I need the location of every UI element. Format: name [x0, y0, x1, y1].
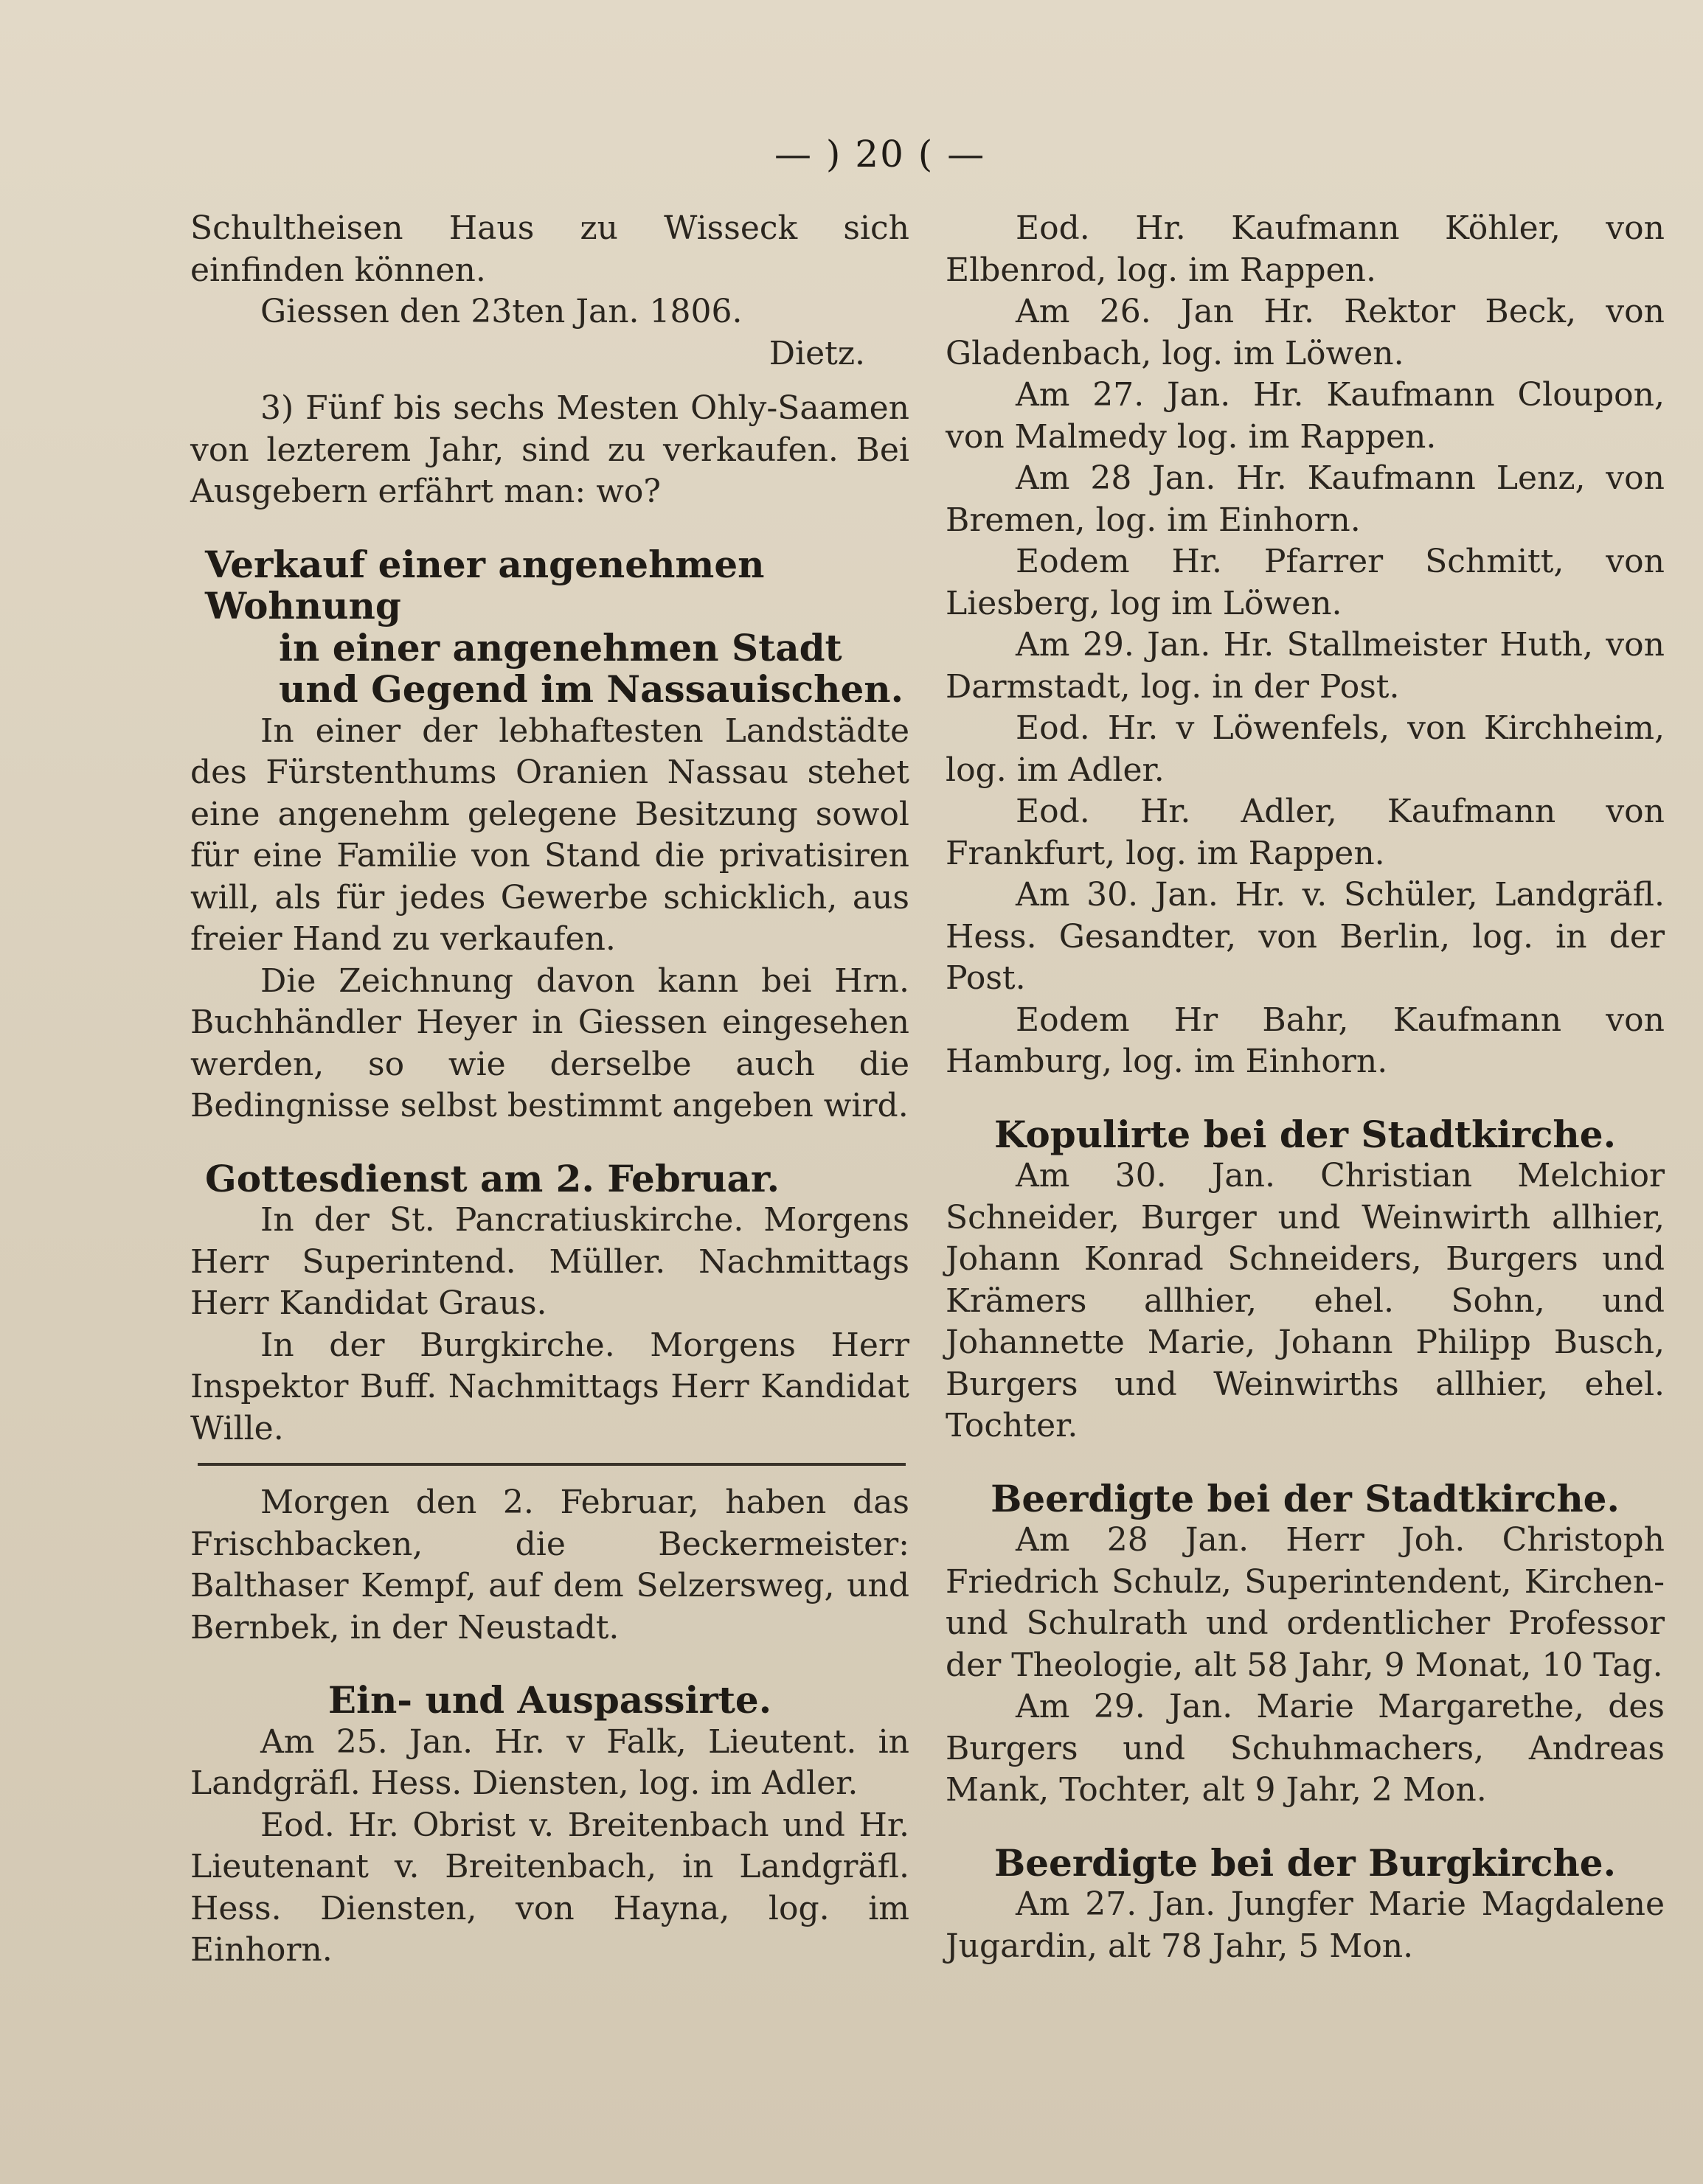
travel-entry: Eodem Hr Bahr, Kaufmann von Hamburg, log. im Einhorn.: [946, 1001, 1665, 1080]
travel-entry: Am 29. Jan. Hr. Stallmeister Huth, von Darmstadt, log. in der Post.: [946, 626, 1665, 706]
travel-entry: Am 28 Jan. Hr. Kaufmann Lenz, von Bremen, log. im Einhorn.: [946, 459, 1665, 539]
service-paragraph-2: In der Burgkirche. Morgens Herr Inspektor Buff. Nachmittags Herr Kandidat Wille.: [190, 1326, 909, 1447]
service-paragraph-1: In der St. Pancratiuskirche. Morgens Herr Superintend. Müller. Nachmittags Herr Kandidat Graus.: [190, 1201, 909, 1322]
sale-heading-line1: Verkauf einer angenehmen Wohnung: [205, 542, 765, 627]
travel-entry: Am 25. Jan. Hr. v Falk, Lieutent. in Landgräfl. Hess. Diensten, log. im Adler.: [190, 1722, 909, 1802]
travel-entry: Eod. Hr. Obrist v. Breitenbach und Hr. Lieutenant v. Breitenbach, in Landgräfl. Hess. Diensten, von Hayna, log. im Einhorn.: [190, 1806, 909, 1969]
sale-heading: [190, 544, 909, 711]
signature: Dietz.: [769, 334, 865, 372]
section-divider: [198, 1463, 906, 1466]
buried-castle-heading: Beerdigte bei der Burgkirche.: [993, 1840, 1617, 1885]
bakers-notice: Morgen den 2. Februar, haben das Frischbacken, die Beckermeister: Balthaser Kempf, auf dem Selzersweg, und Bernbek, in der Neustadt.: [190, 1484, 909, 1646]
buried-city-heading: Beerdigte bei der Stadtkirche.: [991, 1476, 1620, 1520]
travel-entry: Eod. Hr. v Löwenfels, von Kirchheim, log. im Adler.: [946, 709, 1665, 789]
dateline: Giessen den 23ten Jan. 1806.: [260, 293, 743, 330]
ad-oil-seed: 3) Fünf bis sechs Mesten Ohly-Saamen von lezterem Jahr, sind zu verkaufen. Bei Ausgebern erfährt man: wo?: [190, 389, 909, 510]
page-number: — ) 20 ( —: [774, 133, 986, 175]
travel-entry: Am 26. Jan Hr. Rektor Beck, von Gladenbach, log. im Löwen.: [946, 293, 1665, 372]
travel-entry: Am 30. Jan. Hr. v. Schüler, Landgräfl. Hess. Gesandter, von Berlin, log. in der Post.: [946, 876, 1665, 997]
sale-paragraph-1: In einer der lebhaftesten Landstädte des Fürstenthums Oranien Nassau stehet eine angenehm gelegene Besitzung sowol für eine Familie von Stand die privatisiren will, als für jedes Gewerbe schicklich, aus freier Hand zu verkaufen.: [190, 712, 909, 958]
sale-heading-line2: in einer angenehmen Stadt und Gegend im Nassauischen.: [279, 625, 904, 711]
travel-entry: Eod. Hr. Kaufmann Köhler, von Elbenrod, log. im Rappen.: [946, 209, 1665, 289]
travel-heading: Ein- und Auspassirte.: [327, 1678, 772, 1722]
sale-paragraph-2: Die Zeichnung davon kann bei Hrn. Buchhändler Heyer in Giessen eingesehen werden, so wie derselbe auch die Bedingnisse selbst bestimmt angeben wird.: [190, 961, 909, 1124]
travel-entry: Eod. Hr. Adler, Kaufmann von Frankfurt, log. im Rappen.: [946, 793, 1665, 872]
intro-text: Schultheisen Haus zu Wisseck sich einfinden können.: [190, 209, 909, 289]
married-entry: Am 30. Jan. Christian Melchior Schneider, Burger und Weinwirth allhier, Johann Konrad Schneiders, Burgers und Krämers allhier, ehel. Sohn, und Johannette Marie, Johann Philipp Busch, Burgers und Weinwirths allhier, ehel. Tochter.: [946, 1157, 1665, 1444]
left-column: [190, 208, 909, 1972]
married-heading: Kopulirte bei der Stadtkirche.: [993, 1112, 1617, 1156]
burial-entry: Am 27. Jan. Jungfer Marie Magdalene Jugardin, alt 78 Jahr, 5 Mon.: [946, 1885, 1665, 1965]
service-heading: Gottesdienst am 2. Februar.: [205, 1156, 780, 1200]
travel-entry: Eodem Hr. Pfarrer Schmitt, von Liesberg, log im Löwen.: [946, 543, 1665, 622]
travel-entry: Am 27. Jan. Hr. Kaufmann Cloupon, von Malmedy log. im Rappen.: [946, 376, 1665, 456]
right-column: [946, 208, 1665, 1967]
burial-entry: Am 28 Jan. Herr Joh. Christoph Friedrich Schulz, Superintendent, Kirchen- und Schulrath und ordentlicher Professor der Theologie, alt 58 Jahr, 9 Monat, 10 Tag.: [946, 1521, 1665, 1684]
burial-entry: Am 29. Jan. Marie Margarethe, des Burgers und Schuhmachers, Andreas Mank, Tochter, alt 9 Jahr, 2 Mon.: [946, 1688, 1665, 1809]
